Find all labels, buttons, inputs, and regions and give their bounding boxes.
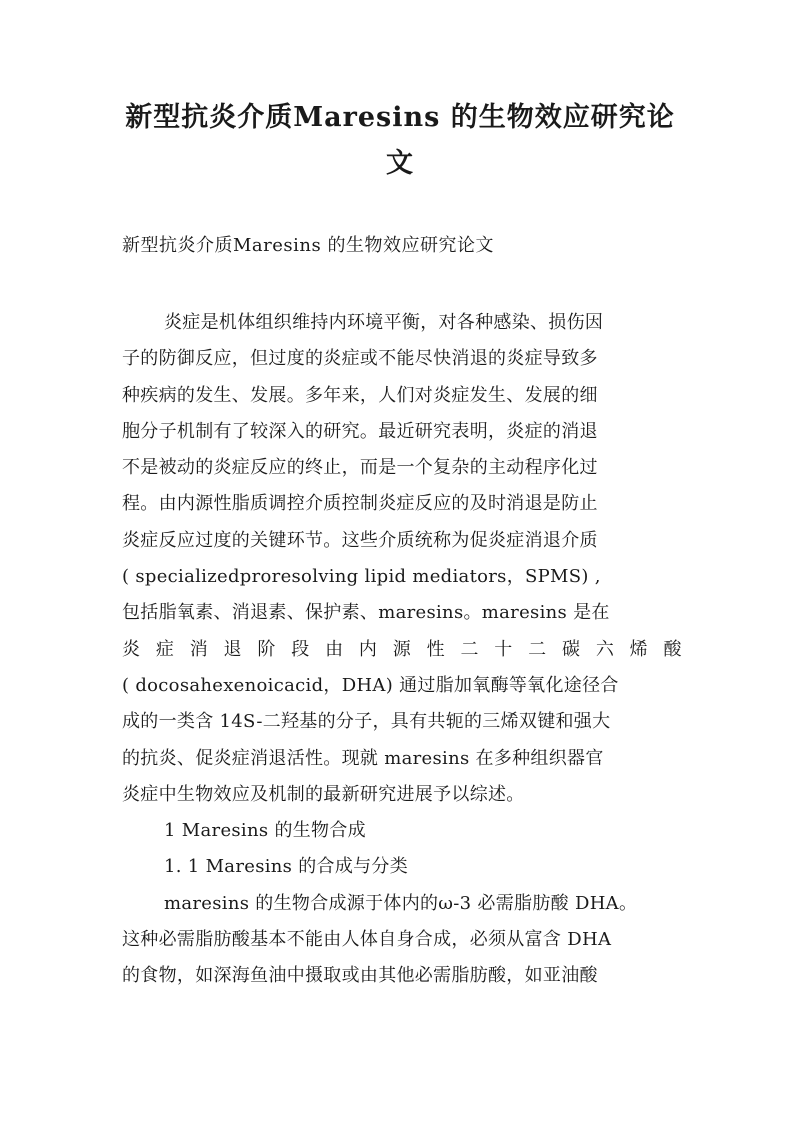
justified-char: 症 (155, 638, 175, 660)
paragraph-line: ( specializedproresolving lipid mediators，SPMS) , (122, 566, 601, 588)
paragraph-line: 不是被动的炎症反应的终止，而是一个复杂的主动程序化过 (122, 457, 598, 479)
justified-char: 二 (528, 638, 547, 660)
paragraph-line: 子的防御反应，但过度的炎症或不能尽快消退的炎症导致多 (122, 348, 598, 370)
paragraph-line: 胞分子机制有了较深入的研究。最近研究表明，炎症的消退 (122, 420, 598, 442)
title-line-1: 新型抗炎介质Maresins 的生物效应研究论 (125, 102, 675, 133)
justified-char: 段 (291, 638, 310, 660)
justified-char: 炎 (122, 638, 141, 660)
paragraph-line: 炎症反应过度的关键环节。这些介质统称为促炎症消退介质 (122, 529, 598, 551)
justified-line (122, 632, 682, 668)
document-body (122, 305, 682, 995)
justified-char: 阶 (257, 638, 276, 660)
paragraph-line: 包括脂氧素、消退素、保护素、maresins。maresins 是在 (122, 602, 610, 624)
paragraph-line: 成的一类含 14S-二羟基的分子，具有共轭的三烯双键和强大 (122, 711, 611, 733)
document-title (110, 95, 690, 187)
subsection-heading: 1. 1 Maresins 的合成与分类 (164, 856, 409, 878)
paragraph-line: maresins 的生物合成源于体内的ω-3 必需脂肪酸 DHA。 (164, 892, 638, 914)
justified-char: 十 (494, 638, 513, 660)
title-line-2: 文 (386, 148, 414, 179)
paragraph-line: 程。由内源性脂质调控介质控制炎症反应的及时消退是防止 (122, 493, 598, 515)
justified-char: 退 (223, 638, 242, 660)
justified-char: 性 (426, 638, 445, 660)
paragraph-line: 炎症是机体组织维持内环境平衡，对各种感染、损伤因 (164, 312, 604, 333)
section-heading: 1 Maresins 的生物合成 (164, 820, 366, 842)
justified-char: 由 (325, 638, 344, 660)
justified-char: 源 (392, 638, 412, 660)
justified-char: 消 (189, 638, 208, 660)
justified-char: 烯 (629, 638, 648, 660)
justified-char: 六 (595, 638, 615, 660)
paragraph-line: 的食物，如深海鱼油中摄取或由其他必需脂肪酸，如亚油酸 (122, 965, 598, 987)
paragraph-line: 种疾病的发生、发展。多年来，人们对炎症发生、发展的细 (122, 384, 598, 406)
justified-char: 二 (460, 638, 479, 660)
paragraph-line: 这种必需脂肪酸基本不能由人体自身合成，必须从富含 DHA (122, 929, 612, 951)
paragraph-line: 的抗炎、促炎症消退活性。现就 maresins 在多种组织器官 (122, 747, 604, 769)
justified-char: 酸 (663, 638, 682, 660)
document-subtitle: 新型抗炎介质Maresins 的生物效应研究论文 (122, 235, 494, 256)
paragraph-line: ( docosahexenoicacid，DHA) 通过脂加氧酶等氧化途径合 (122, 674, 619, 696)
justified-char: 碳 (561, 638, 581, 660)
paragraph-line: 炎症中生物效应及机制的最新研究进展予以综述。 (122, 783, 525, 805)
justified-char: 内 (358, 638, 378, 660)
